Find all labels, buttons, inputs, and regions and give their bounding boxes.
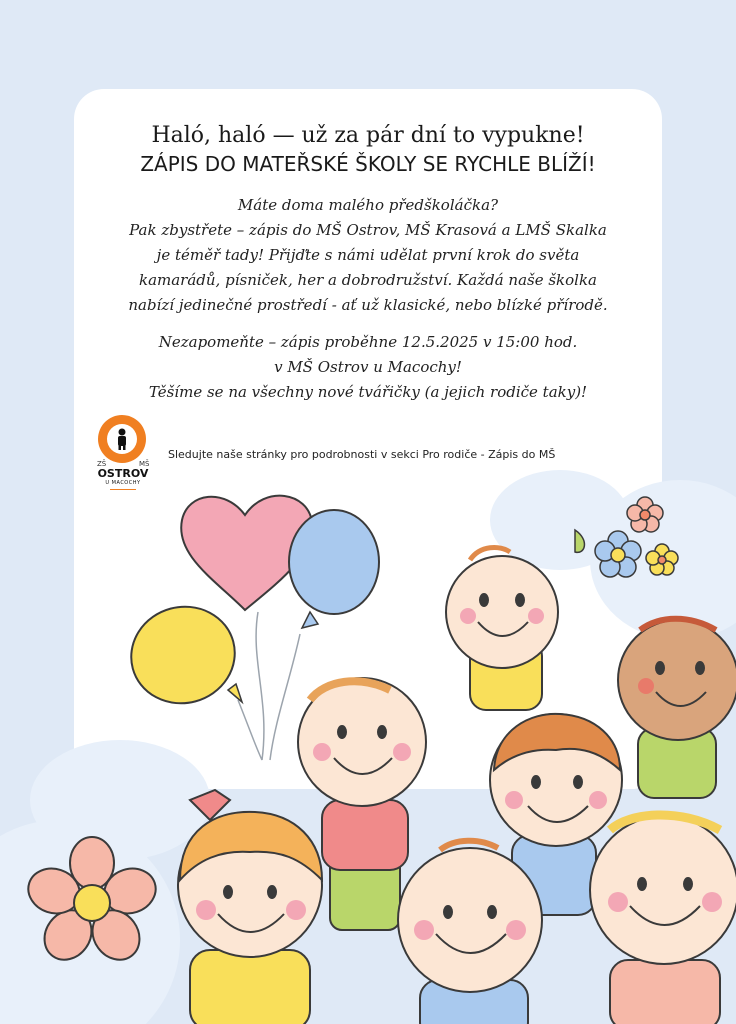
- child-figure-bottom-center: [398, 841, 542, 1024]
- reminder-line: v MŠ Ostrov u Macochy!: [274, 358, 462, 376]
- intro-line: Máte doma malého předškoláčka?: [237, 196, 499, 214]
- child-figure-top: [446, 547, 558, 710]
- blue-balloon-icon: [289, 510, 379, 614]
- child-figure-right: [618, 619, 736, 798]
- logo-subtitle: U MACOCHY: [105, 480, 141, 486]
- intro-line: Pak zbystřete – zápis do MŠ Ostrov, MŠ Krasová a LMŠ Skalka: [129, 221, 607, 239]
- reminder-line: Těšíme se na všechny nové tvářičky (a jejich rodiče taky)!: [148, 383, 588, 401]
- reminder-line: Nezapomeňte – zápis proběhne 12.5.2025 v 15:00 hod.: [158, 333, 578, 351]
- intro-line: nabízí jedinečné prostředí - ať už klasické, nebo blízké přírodě.: [128, 296, 608, 314]
- logo-name: OSTROV: [97, 467, 149, 480]
- intro-line: je téměř tady! Přijďte s námi udělat první krok do světa: [156, 246, 580, 264]
- footnote-text: Sledujte naše stránky pro podrobnosti v sekci Pro rodiče - Zápis do MŠ: [168, 448, 556, 461]
- balloon-strings: [238, 612, 300, 760]
- logo-ms-mark: MŠ: [139, 460, 150, 468]
- headline: Haló, haló — už za pár dní to vypukne!: [151, 123, 585, 148]
- yellow-balloon-icon: [120, 595, 245, 715]
- subheadline: ZÁPIS DO MATEŘSKÉ ŠKOLY SE RYCHLE BLÍŽÍ!: [140, 152, 596, 176]
- logo-zs-mark: ZŠ: [97, 460, 107, 468]
- child-figure-bottom-right: [590, 815, 736, 1024]
- intro-line: kamarádů, písniček, her a dobrodružství. Každá naše školka: [138, 271, 598, 289]
